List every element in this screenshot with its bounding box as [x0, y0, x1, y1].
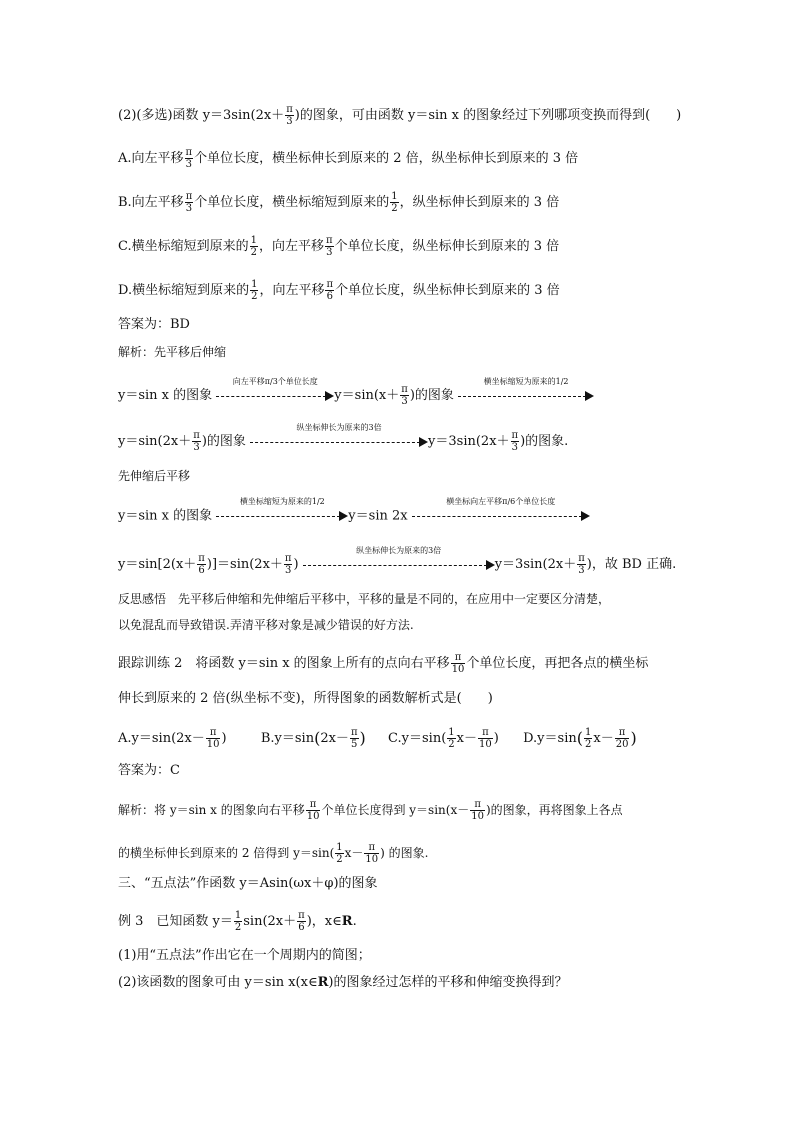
numerator: π — [298, 910, 305, 921]
denominator: 6 — [198, 565, 205, 576]
arrowhead — [339, 511, 348, 521]
option-c — [118, 235, 559, 258]
text: y＝sin(x＋ — [334, 388, 400, 403]
fraction — [451, 652, 466, 675]
text: ) — [221, 731, 227, 746]
text: A.y＝sin(2x－ — [118, 731, 205, 746]
numerator: 1 — [448, 727, 455, 738]
flow-b — [118, 422, 569, 453]
text: 2x－ — [320, 731, 349, 746]
arrow-label: 纵坐标伸长为原来的3倍 — [356, 545, 442, 555]
arrow — [250, 422, 428, 451]
fraction — [284, 553, 293, 576]
fraction — [250, 279, 258, 302]
arrow — [303, 545, 495, 574]
denominator: 6 — [326, 291, 333, 302]
fraction — [325, 235, 334, 258]
text: y＝sin x 的图象 — [118, 388, 213, 403]
numerator: 1 — [250, 235, 257, 246]
fraction — [306, 799, 321, 822]
numerator: π — [470, 799, 485, 811]
numerator: π — [326, 279, 334, 290]
arrow — [216, 376, 334, 405]
text: )，x∈ — [306, 914, 342, 929]
section-3-title: 三、“五点法”作函数 y＝Asin(ωx＋φ)的图象 — [118, 876, 378, 891]
text: )]＝sin(2x＋ — [206, 557, 283, 572]
numerator: π — [401, 384, 408, 395]
arrowhead — [486, 560, 495, 570]
denominator: 10 — [479, 739, 492, 750]
denominator: 10 — [471, 811, 484, 822]
answer-1: 答案为：BD — [118, 317, 190, 332]
arrow-label: 横坐标缩短为原来的1/2 — [239, 497, 325, 506]
fraction — [350, 727, 359, 750]
fraction — [185, 147, 194, 170]
numerator: π — [286, 104, 293, 115]
text: A.向左平移 — [118, 151, 184, 166]
fraction — [192, 430, 201, 453]
text: y＝sin 2x — [348, 508, 408, 524]
numerator: π — [306, 799, 321, 811]
fraction — [584, 727, 592, 750]
text: )的图象，可由函数 y＝sin x 的图象经过下列哪项变换而得到( ) — [294, 108, 682, 123]
text: )的图象. — [520, 434, 569, 449]
text: sin(2x＋ — [243, 914, 297, 929]
reflection-line-2: 以免混乱而导致错误.弄清平移对象是减少错误的好方法. — [118, 618, 414, 632]
text: )的图象 — [201, 434, 246, 449]
fraction — [478, 727, 493, 750]
choice-c — [388, 727, 499, 750]
example-3 — [118, 910, 357, 933]
fraction — [470, 799, 485, 822]
fraction — [364, 842, 379, 865]
numerator: π — [326, 235, 333, 246]
denominator: 2 — [250, 247, 257, 258]
analysis-2-line-2 — [118, 842, 428, 865]
fraction — [325, 279, 334, 302]
arrow — [458, 376, 594, 405]
dash — [303, 565, 487, 566]
option-a — [118, 147, 578, 170]
dash — [216, 516, 340, 517]
example-3-part-1: (1)用“五点法”作出它在一个周期内的简图； — [118, 948, 371, 963]
choice-a — [118, 727, 227, 750]
arrowhead — [585, 391, 594, 401]
arrow-label: 向左平移π/3个单位长度 — [232, 376, 318, 386]
fraction — [577, 553, 586, 576]
denominator: 3 — [578, 565, 585, 576]
text: )，故 BD 正确. — [586, 557, 677, 572]
set-r: R — [317, 975, 329, 990]
denominator: 10 — [451, 664, 465, 675]
denominator: 3 — [285, 565, 292, 576]
text: . — [352, 914, 357, 929]
analysis-1-title: 解析：先平移后伸缩 — [118, 345, 227, 359]
arrow-label: 横坐标缩短为原来的1/2 — [483, 376, 569, 386]
numerator: π — [185, 191, 193, 202]
numerator: 1 — [251, 279, 258, 290]
arrow-label: 横坐标向左平移π/6个单位长度 — [446, 497, 556, 506]
text: D.y＝sin — [523, 731, 577, 746]
denominator: 3 — [326, 247, 333, 258]
numerator: 1 — [584, 727, 592, 738]
fraction — [297, 910, 306, 933]
arrowhead — [325, 391, 334, 401]
text: 个单位长度，横坐标伸长到原来的 2 倍，纵坐标伸长到原来的 3 倍 — [194, 151, 579, 166]
text: (2)(多选)函数 y＝3sin(2x＋ — [118, 108, 285, 123]
arrowhead — [581, 511, 590, 521]
fraction — [400, 384, 409, 407]
numerator: π — [511, 430, 519, 441]
text: 跟踪训练 2 将函数 y＝sin x 的图象上所有的点向右平移 — [118, 656, 450, 671]
text: C.y＝sin( — [388, 731, 447, 746]
text: 的横坐标伸长到原来的 2 倍得到 y＝sin( — [118, 846, 335, 860]
denominator: 6 — [298, 922, 305, 933]
denominator: 10 — [306, 811, 320, 822]
text: 个单位长度，横坐标缩短到原来的 — [194, 195, 390, 210]
flow-c — [118, 497, 590, 526]
text: 解析：将 y＝sin x 的图象向右平移 — [118, 803, 305, 817]
text: )的图象经过怎样的平移和伸缩变换得到？ — [328, 975, 568, 990]
denominator: 3 — [401, 396, 408, 407]
numerator: π — [284, 553, 292, 564]
fraction — [197, 553, 206, 576]
denominator: 2 — [251, 291, 258, 302]
fraction — [335, 842, 343, 865]
fraction — [511, 430, 520, 453]
text: ) 的图象. — [380, 846, 429, 860]
arrow-label: 纵坐标伸长为原来的3倍 — [296, 422, 382, 432]
dash — [458, 396, 586, 397]
numerator: 1 — [391, 191, 398, 202]
subtitle-2: 先伸缩后平移 — [118, 469, 191, 483]
denominator: 2 — [584, 739, 592, 750]
text: y＝sin[2(x＋ — [118, 557, 197, 572]
arrow — [412, 497, 590, 525]
dash — [250, 442, 420, 443]
denominator: 2 — [448, 739, 455, 750]
option-b — [118, 191, 559, 214]
numerator: π — [615, 727, 630, 739]
numerator: π — [478, 727, 493, 739]
text: )的图象，再将图象上各点 — [485, 803, 623, 817]
text: y＝sin x 的图象 — [118, 508, 213, 524]
fraction — [390, 191, 398, 214]
numerator: 1 — [234, 910, 242, 921]
denominator: 2 — [336, 854, 343, 865]
text: B.向左平移 — [118, 195, 184, 210]
numerator: π — [185, 147, 193, 158]
choice-d — [523, 727, 637, 750]
numerator: 1 — [336, 842, 343, 853]
text: D.横坐标缩短到原来的 — [118, 283, 250, 298]
trace-training-line-1 — [118, 652, 648, 675]
denominator: 10 — [206, 739, 220, 750]
text: 个单位长度，纵坐标伸长到原来的 3 倍 — [334, 239, 560, 254]
paren-right: ) — [359, 728, 366, 748]
text: 个单位长度得到 y＝sin(x－ — [321, 803, 470, 817]
denominator: 3 — [185, 159, 192, 170]
answer-2: 答案为：C — [118, 763, 180, 778]
denominator: 5 — [351, 739, 358, 750]
paren-right: ) — [630, 728, 637, 748]
fraction — [285, 104, 294, 127]
dash — [216, 396, 326, 397]
fraction — [615, 727, 630, 750]
numerator: π — [451, 652, 466, 664]
choice-b — [260, 727, 366, 750]
numerator: π — [206, 727, 221, 739]
fraction — [185, 191, 194, 214]
text: B.y＝sin — [260, 731, 315, 746]
reflection-line-1: 反思感悟 先平移后伸缩和先伸缩后平移中，平移的量是不同的，在应用中一定要区分清楚， — [118, 592, 611, 606]
flow-a — [118, 376, 594, 407]
choices — [118, 727, 637, 750]
dash — [412, 516, 582, 517]
denominator: 3 — [193, 442, 200, 453]
text: y＝3sin(2x＋ — [494, 557, 577, 572]
denominator: 3 — [185, 203, 193, 214]
text: ) — [293, 557, 299, 572]
numerator: π — [350, 727, 358, 738]
flow-d — [118, 545, 677, 576]
arrowhead — [419, 437, 428, 447]
text: (2)该函数的图象可由 y＝sin x(x∈ — [118, 975, 318, 990]
example-3-part-2 — [118, 974, 567, 992]
fraction — [250, 235, 258, 258]
denominator: 10 — [365, 854, 379, 865]
numerator: π — [198, 553, 205, 564]
denominator: 2 — [391, 203, 398, 214]
paren-left: ( — [576, 728, 583, 748]
numerator: π — [364, 842, 379, 854]
text: )的图象 — [409, 388, 454, 403]
trace-training-line-2: 伸长到原来的 2 倍(纵坐标不变)，所得图象的函数解析式是( ) — [118, 691, 493, 706]
text: 个单位长度，纵坐标伸长到原来的 3 倍 — [335, 283, 560, 298]
text: x－ — [344, 846, 364, 860]
numerator: π — [578, 553, 585, 564]
text: y＝sin(2x＋ — [118, 434, 192, 449]
fraction — [206, 727, 221, 750]
fraction — [234, 910, 242, 933]
text: 例 3 已知函数 y＝ — [118, 914, 233, 929]
fraction — [447, 727, 455, 750]
text: 个单位长度，再把各点的横坐标 — [466, 656, 649, 671]
text: C.横坐标缩短到原来的 — [118, 239, 249, 254]
text: x－ — [456, 731, 477, 746]
question-2 — [118, 104, 681, 127]
set-r: R — [341, 914, 353, 929]
arrow — [216, 497, 348, 525]
text: ，向左平移 — [259, 283, 325, 298]
numerator: π — [193, 430, 200, 441]
paren-left: ( — [314, 728, 321, 748]
text: y＝3sin(2x＋ — [428, 434, 510, 449]
denominator: 20 — [615, 739, 629, 750]
text: ，向左平移 — [259, 239, 325, 254]
option-d — [118, 279, 560, 302]
text: ，纵坐标伸长到原来的 3 倍 — [399, 195, 560, 210]
denominator: 3 — [511, 442, 518, 453]
analysis-2-line-1 — [118, 799, 623, 822]
text: ) — [493, 731, 499, 746]
denominator: 2 — [234, 922, 242, 933]
denominator: 3 — [286, 116, 293, 127]
text: x－ — [593, 731, 614, 746]
